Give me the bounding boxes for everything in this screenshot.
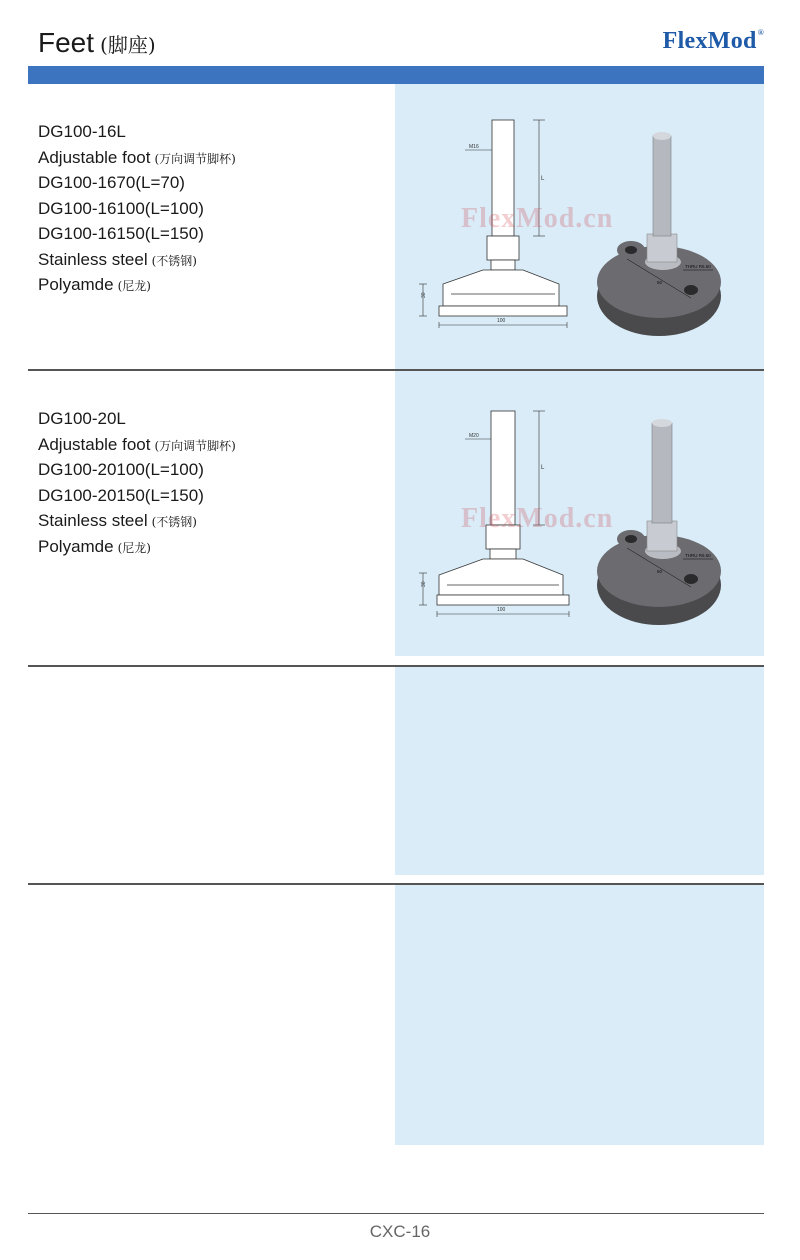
empty-image-panel — [395, 667, 764, 875]
hole-note: THRU R6.60 — [685, 264, 711, 269]
header-accent-bar — [28, 66, 764, 84]
product-image-panel-2 — [395, 371, 764, 656]
length-label: L — [541, 465, 545, 471]
spec-line: DG100-16150(L=150) — [38, 224, 204, 243]
spec-line: Adjustable foot (万向调节脚杯) — [38, 434, 236, 454]
spec-line: DG100-20L — [38, 409, 126, 428]
page-header — [0, 0, 800, 64]
empty-row-4 — [28, 885, 764, 1145]
brand-name: FlexMod — [662, 28, 757, 54]
thread-label: M16 — [469, 144, 479, 150]
spec-line: DG100-16100(L=100) — [38, 198, 204, 218]
foot-render — [597, 132, 721, 336]
foot-render — [597, 419, 721, 625]
registered-mark: ® — [757, 28, 764, 37]
adjustable-foot-drawing — [395, 84, 764, 369]
height-label: 30 — [421, 581, 427, 587]
spec-line: Polyamde (尼龙) — [38, 275, 151, 294]
width-label: 100 — [497, 318, 506, 324]
empty-image-panel — [395, 885, 764, 1145]
adjustable-foot-drawing — [395, 371, 764, 656]
watermark: FlexMod.cn — [461, 203, 614, 234]
watermark: FlexMod.cn — [461, 503, 614, 534]
spec-line: DG100-16L — [38, 122, 126, 141]
spec-line: Stainless steel (不锈钢) — [38, 511, 197, 530]
product-image-panel-1 — [395, 84, 764, 369]
brand-logo — [663, 28, 764, 55]
spec-line: DG100-20100(L=100) — [38, 460, 204, 479]
product-spec-2 — [38, 407, 236, 560]
hole-note: THRU R6.60 — [685, 553, 711, 558]
length-label: L — [541, 176, 545, 182]
thread-label: M20 — [469, 433, 479, 439]
product-spec-1 — [38, 120, 236, 299]
height-label: 30 — [421, 292, 427, 298]
width-label: 100 — [497, 607, 506, 613]
spec-line: Adjustable foot (万向调节脚杯) — [38, 147, 236, 167]
page-title — [38, 26, 156, 62]
footer-divider — [28, 1213, 764, 1214]
page-title-text: Feet — [38, 27, 95, 58]
product-row-2 — [28, 371, 764, 667]
spec-line: Stainless steel (不锈钢) — [38, 249, 197, 269]
page-title-cn: (脚座) — [100, 33, 156, 57]
product-row-1 — [28, 84, 764, 371]
pcd-label: 60 — [657, 569, 663, 574]
empty-row-3 — [28, 667, 764, 885]
spec-line: Polyamde (尼龙) — [38, 536, 151, 556]
page-number: CXC-16 — [369, 1222, 431, 1241]
pcd-label: 60 — [657, 280, 663, 285]
spec-line: DG100-20150(L=150) — [38, 485, 204, 505]
spec-line: DG100-1670(L=70) — [38, 173, 185, 192]
